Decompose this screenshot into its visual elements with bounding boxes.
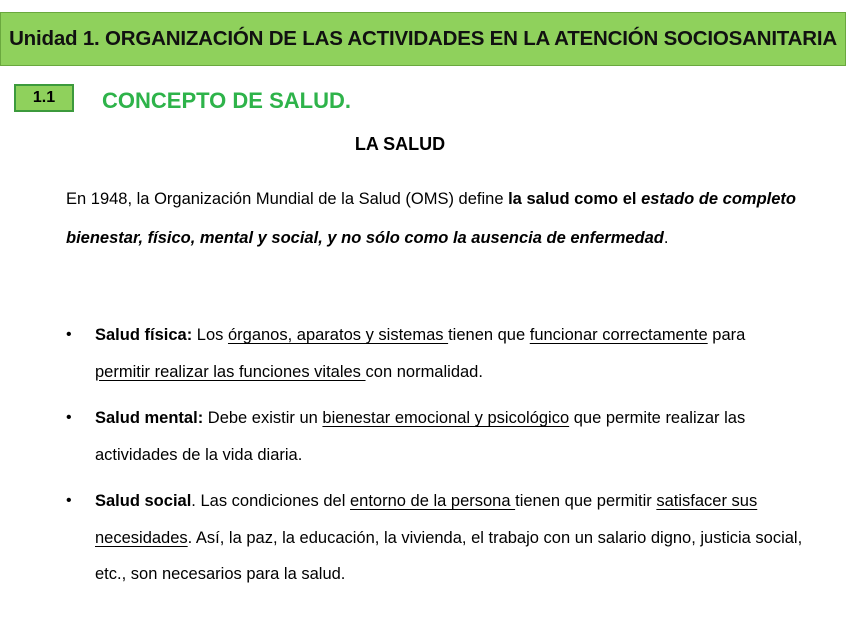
list-item-mental-health	[64, 400, 804, 473]
social-underline-1: entorno de la persona	[349, 492, 516, 510]
list-item-physical-health	[64, 317, 804, 390]
list-item-social-health	[64, 483, 804, 593]
intro-bold: la salud como el	[508, 190, 642, 208]
subtitle: LA SALUD	[354, 134, 446, 154]
physical-health-label: Salud física:	[95, 326, 193, 344]
mental-text-1: Debe existir un	[203, 409, 323, 427]
intro-paragraph	[66, 180, 796, 258]
social-underline-2: satisfacer sus necesidades	[95, 492, 758, 547]
physical-underline-1: órganos, aparatos y sistemas	[227, 326, 449, 344]
mental-health-label: Salud mental:	[95, 409, 204, 427]
physical-underline-2: funcionar correctamente	[529, 326, 708, 344]
unit-title: Unidad 1. ORGANIZACIÓN DE LAS ACTIVIDADES EN LA ATENCIÓN SOCIOSANITARIA	[9, 27, 837, 50]
health-dimensions-list	[64, 317, 804, 593]
mental-text-2: que permite realizar las actividades de la vida diaria.	[95, 409, 746, 464]
physical-text-1: Los	[192, 326, 228, 344]
unit-header	[0, 12, 846, 66]
physical-underline-3: permitir realizar las funciones vitales	[95, 362, 366, 381]
social-text-2: tienen que permitir	[515, 492, 657, 510]
physical-text-2: tienen que	[448, 326, 530, 344]
mental-underline-1: bienestar emocional y psicológico	[322, 409, 570, 427]
physical-text-3: para	[707, 326, 746, 344]
physical-text-4: con normalidad.	[365, 362, 483, 381]
intro-definition: estado de completo bienestar, físico, mental y social, y no sólo como la ausencia de enfermedad	[66, 190, 797, 247]
social-text-1: . Las condiciones del	[191, 492, 350, 510]
section-title: CONCEPTO DE SALUD.	[102, 88, 351, 113]
intro-text: En 1948, la Organización Mundial de la Salud (OMS) define	[66, 190, 509, 208]
social-text-3: . Así, la paz, la educación, la vivienda, el trabajo con un salario digno, justicia social, etc., son necesarios para la salud.	[95, 528, 803, 583]
section-number-badge: 1.1	[14, 84, 74, 112]
social-health-label: Salud social	[95, 492, 192, 510]
intro-end: .	[663, 229, 669, 247]
